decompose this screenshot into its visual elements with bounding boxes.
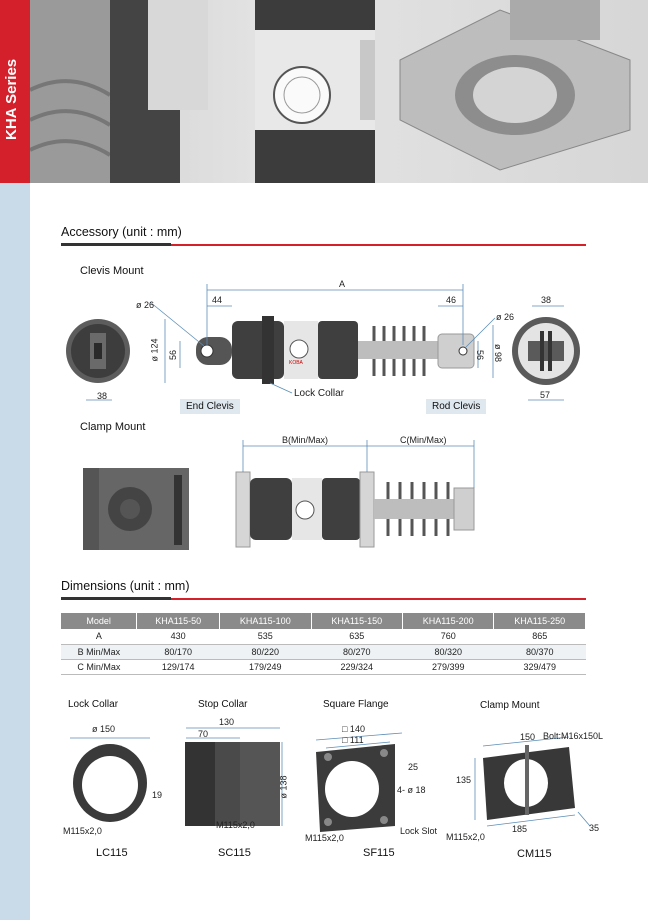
table-cell: 279/399 — [403, 659, 494, 674]
table-cell: 80/370 — [494, 644, 586, 659]
table-cell: C Min/Max — [61, 659, 137, 674]
sc-dim-130: 130 — [219, 717, 235, 727]
dim-c-minmax: C(Min/Max) — [400, 435, 447, 445]
table-cell: 80/220 — [220, 644, 311, 659]
dim-44: 44 — [212, 295, 223, 305]
lock-collar-label: Lock Collar — [294, 388, 345, 399]
lc-phi150: ø 150 — [92, 724, 116, 734]
sf-code: SF115 — [363, 847, 395, 859]
table-header-cell: KHA115-250 — [494, 613, 586, 629]
lc-code: LC115 — [96, 847, 128, 859]
sf-thread: M115x2,0 — [305, 833, 344, 843]
cm-dim-135: 135 — [456, 775, 472, 785]
table-header-cell: KHA115-100 — [220, 613, 311, 629]
table-cell: 535 — [220, 629, 311, 644]
dim-phi98: ø 98 — [493, 343, 504, 363]
lock-collar-title: Lock Collar — [68, 699, 119, 710]
dim-56-left: 56 — [168, 349, 179, 361]
sc-phi138: ø 138 — [278, 775, 289, 799]
table-cell: 430 — [137, 629, 220, 644]
cm-dim-185: 185 — [512, 824, 528, 834]
sf-sq111: □ 111 — [342, 735, 364, 745]
dim-phi124: ø 124 — [149, 338, 160, 362]
dim-phi26-left: ø 26 — [136, 300, 155, 310]
table-cell: 865 — [494, 629, 586, 644]
table-cell: 80/170 — [137, 644, 220, 659]
sf-lock-slot: Lock Slot — [400, 826, 438, 836]
table-cell: 229/324 — [311, 659, 402, 674]
table-cell: 80/320 — [403, 644, 494, 659]
koba-logo: KOBA — [289, 360, 303, 366]
dim-phi26-right: ø 26 — [496, 312, 515, 322]
table-header-cell: KHA115-50 — [137, 613, 220, 629]
sf-dim-25: 25 — [408, 762, 419, 772]
stop-collar-title: Stop Collar — [198, 699, 248, 710]
sc-thread: M115x2,0 — [216, 820, 255, 830]
clamp-mount-part-title: Clamp Mount — [480, 700, 540, 711]
accessory-title: Accessory (unit : mm) — [61, 225, 182, 239]
dim-b-minmax: B(Min/Max) — [282, 435, 329, 445]
dim-46: 46 — [446, 295, 457, 305]
dimensions-title: Dimensions (unit : mm) — [61, 579, 190, 593]
table-header-cell: KHA115-200 — [403, 613, 494, 629]
cm-code: CM115 — [517, 848, 552, 860]
table-cell: B Min/Max — [61, 644, 137, 659]
table-cell: 329/479 — [494, 659, 586, 674]
dim-38-right: 38 — [541, 295, 552, 305]
clamp-mount-title: Clamp Mount — [80, 421, 146, 433]
cm-bolt: Bolt:M16x150L — [543, 731, 604, 741]
table-header-cell: KHA115-150 — [311, 613, 402, 629]
square-flange-title: Square Flange — [323, 699, 389, 710]
dim-56-right: 56 — [475, 349, 486, 361]
sf-sq140: □ 140 — [342, 724, 365, 734]
clevis-mount-title: Clevis Mount — [80, 265, 144, 277]
table-cell: 129/174 — [137, 659, 220, 674]
table-header-cell: Model — [61, 613, 137, 629]
dim-a: A — [339, 279, 346, 289]
table-cell: 80/270 — [311, 644, 402, 659]
end-clevis-label: End Clevis — [180, 399, 240, 414]
table-cell: A — [61, 629, 137, 644]
dim-38-left: 38 — [97, 391, 108, 401]
dim-57: 57 — [540, 390, 551, 400]
cm-dim-150: 150 — [520, 732, 536, 742]
lc-thread: M115x2,0 — [63, 826, 102, 836]
cm-dim-35: 35 — [589, 823, 600, 833]
cm-thread: M115x2,0 — [446, 832, 485, 842]
table-cell: 635 — [311, 629, 402, 644]
table-cell: 760 — [403, 629, 494, 644]
table-cell: 179/249 — [220, 659, 311, 674]
sc-code: SC115 — [218, 847, 251, 859]
sf-holes: 4- ø 18 — [397, 785, 426, 795]
rod-clevis-label: Rod Clevis — [426, 399, 486, 414]
lc-dim-19: 19 — [152, 790, 163, 800]
series-label: KHA Series — [3, 58, 20, 140]
sc-dim-70: 70 — [198, 729, 209, 739]
